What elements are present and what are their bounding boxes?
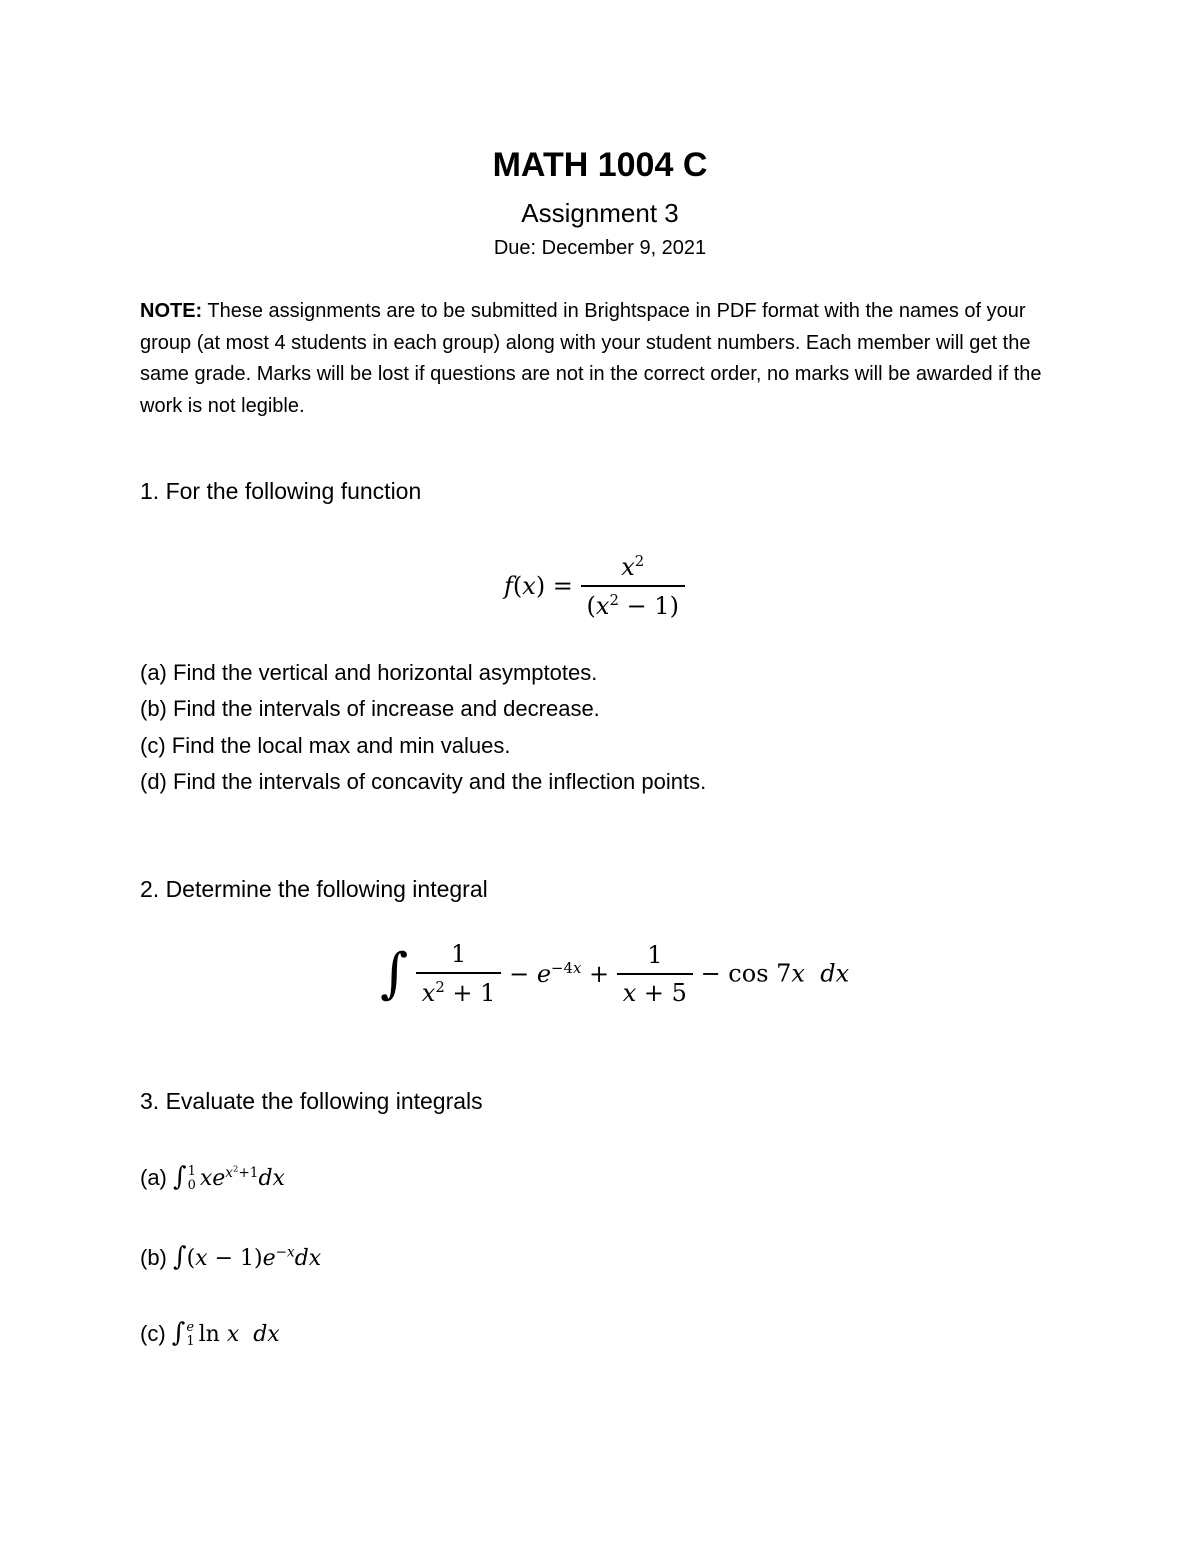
question-2-prompt: 2. Determine the following integral <box>140 876 488 902</box>
integral-expression: ∫ $\frac{1}{x^2 + 1}$ − $e^{-4x}$ + $\frac{1}{x + 5}$ − cos 7x dx <box>380 940 850 1007</box>
function-definition: f(x) = $\frac{x^2}{(x^2 - 1)}$ <box>504 552 685 620</box>
question-3-prompt: 3. Evaluate the following integrals <box>140 1088 483 1114</box>
part-a-upper-limit: 1 <box>187 1164 196 1179</box>
note-label: NOTE: <box>140 300 203 322</box>
question-1-part-c: (c) Find the local max and min values. <box>140 733 511 758</box>
part-a-lower-limit: 0 <box>187 1178 196 1193</box>
page-title: MATH 1004 C <box>492 146 708 184</box>
assignment-subtitle: Assignment 3 <box>521 198 679 228</box>
part-c-lower-limit: 1 <box>186 1334 195 1349</box>
due-date: Due: December 9, 2021 <box>493 237 707 259</box>
question-1-part-b: (b) Find the intervals of increase and decrease. <box>140 696 600 721</box>
part-c-upper-limit: e <box>186 1320 195 1335</box>
part-c-label: (c) <box>140 1321 166 1346</box>
question-3-part-b: (b) $\int(x - 1)e^{-x}dx$ <box>140 1242 322 1272</box>
question-3-part-a: (a) ∫ 1 0 $xe^{x^2+1}dx$ <box>140 1162 285 1193</box>
question-1-part-d: (d) Find the intervals of concavity and the inflection points. <box>140 769 707 794</box>
part-b-label: (b) <box>140 1245 167 1270</box>
part-a-label: (a) <box>140 1165 167 1190</box>
question-1-prompt: 1. For the following function <box>140 478 422 504</box>
question-3-part-c: (c) ∫ e 1 ln x dx <box>140 1318 280 1349</box>
question-1-part-a: (a) Find the vertical and horizontal asymptotes. <box>140 660 598 685</box>
note-text: These assignments are to be submitted in Brightspace in PDF format with the names of your group (at most 4 students in each group) along with your student numbers. Each member will get the same grade. Marks will be lost if questions are not in the correct order, no marks will be awarded if the work is not legible. <box>140 300 1042 417</box>
note-paragraph <box>140 296 1070 422</box>
